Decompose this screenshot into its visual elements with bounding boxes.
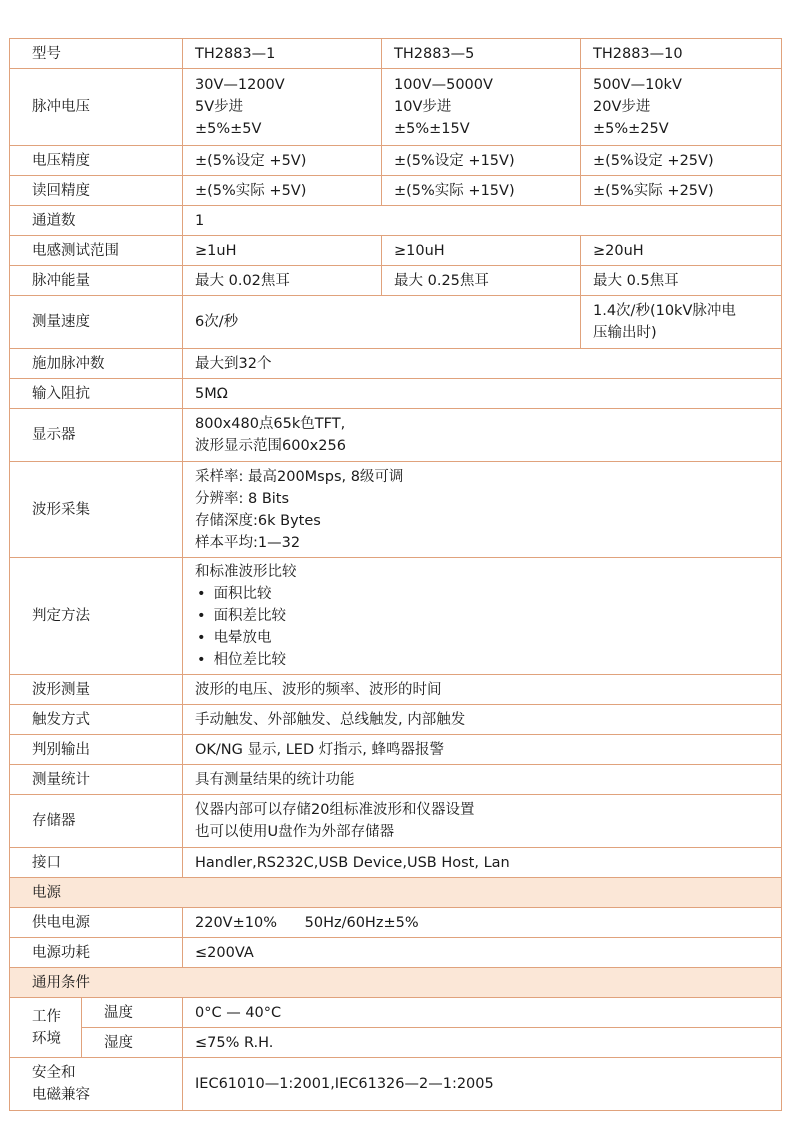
environment-label-line: 工作 [32,1008,61,1025]
row-label-statistics: 测量统计 [10,765,183,795]
pulse-voltage-step: 20V步进 [593,99,651,115]
section-power [10,878,782,908]
storage-value [183,795,782,848]
section-title-power: 电源 [10,878,782,908]
spec-table-container [9,38,781,1111]
pulse-voltage-tolerance: ±5%±25V [593,121,669,137]
row-label-acquisition: 波形采集 [10,462,183,558]
inductance-range-model-1: ≥1uH [183,236,382,266]
safety-label-line: 电磁兼容 [32,1087,90,1103]
row-label-input-impedance: 输入阻抗 [10,379,183,409]
row-safety [10,1058,782,1111]
row-input-impedance [10,379,782,409]
section-title-general: 通用条件 [10,968,782,998]
row-waveform-measure [10,675,782,705]
row-power-consumption [10,938,782,968]
row-label-inductance-range: 电感测试范围 [10,236,183,266]
pulse-energy-model-5: 最大 0.25焦耳 [382,266,581,296]
row-trigger [10,705,782,735]
row-label-speed: 测量速度 [10,296,183,349]
row-acquisition [10,462,782,558]
row-channels [10,206,782,236]
pulse-energy-model-1: 最大 0.02焦耳 [183,266,382,296]
row-label-judgement: 判定方法 [10,558,183,675]
row-pulse-count [10,349,782,379]
judgement-item: • 面积比较 [195,583,769,605]
row-label-power-supply: 供电电源 [10,908,183,938]
judgement-intro: 和标准波形比较 [195,564,297,580]
pulse-voltage-tolerance: ±5%±5V [195,121,262,137]
judgement-item: • 面积差比较 [195,605,769,627]
readback-accuracy-model-10: ±(5%实际 +25V) [581,176,782,206]
acquisition-line: 样本平均:1—32 [195,534,301,551]
pulse-voltage-range: 100V—5000V [394,77,493,93]
row-inductance-range [10,236,782,266]
acquisition-line: 存储深度:6k Bytes [195,512,321,529]
acquisition-value [183,462,782,558]
judgement-value [183,558,782,675]
row-display [10,409,782,462]
row-speed [10,296,782,349]
storage-line: 仪器内部可以存储20组标准波形和仪器设置 [195,802,475,818]
temperature-value: 0°C — 40°C [183,998,782,1028]
row-label-trigger: 触发方式 [10,705,183,735]
row-label-model: 型号 [10,39,183,69]
voltage-accuracy-model-1: ±(5%设定 +5V) [183,146,382,176]
row-power-supply [10,908,782,938]
row-pulse-voltage [10,69,782,146]
row-humidity [10,1028,782,1058]
row-judgement [10,558,782,675]
power-supply-value: 220V±10% 50Hz/60Hz±5% [183,908,782,938]
section-general [10,968,782,998]
pulse-count-value: 最大到32个 [183,349,782,379]
row-label-interface: 接口 [10,848,183,878]
acquisition-line: 分辨率: 8 Bits [195,490,290,507]
acquisition-line: 采样率: 最高200Msps, 8级可调 [195,468,404,485]
row-label-temperature: 温度 [82,998,183,1028]
display-line: 波形显示范围600x256 [195,438,346,454]
row-label-safety [10,1058,183,1111]
row-label-humidity: 湿度 [82,1028,183,1058]
interface-value: Handler,RS232C,USB Device,USB Host, Lan [183,848,782,878]
humidity-value: ≤75% R.H. [183,1028,782,1058]
row-model [10,39,782,69]
judgement-item: • 电晕放电 [195,627,769,649]
judgement-item: • 相位差比较 [195,649,769,671]
row-label-power-consumption: 电源功耗 [10,938,183,968]
row-label-channels: 通道数 [10,206,183,236]
row-label-pulse-energy: 脉冲能量 [10,266,183,296]
row-temperature [10,998,782,1028]
row-label-pulse-voltage: 脉冲电压 [10,69,183,146]
row-label-readback-accuracy: 读回精度 [10,176,183,206]
row-label-waveform-measure: 波形测量 [10,675,183,705]
input-impedance-value: 5MΩ [183,379,782,409]
waveform-measure-value: 波形的电压、波形的频率、波形的时间 [183,675,782,705]
row-judge-output [10,735,782,765]
model-5: TH2883—5 [382,39,581,69]
row-pulse-energy [10,266,782,296]
model-10: TH2883—10 [581,39,782,69]
pulse-energy-model-10: 最大 0.5焦耳 [581,266,782,296]
safety-label-line: 安全和 [32,1065,76,1081]
row-storage [10,795,782,848]
pulse-voltage-model-5 [382,69,581,146]
pulse-voltage-range: 30V—1200V [195,77,285,93]
inductance-range-model-10: ≥20uH [581,236,782,266]
statistics-value: 具有测量结果的统计功能 [183,765,782,795]
spec-table [9,38,782,1111]
speed-10kv-line: 1.4次/秒(10kV脉冲电 [593,303,736,319]
voltage-accuracy-model-10: ±(5%设定 +25V) [581,146,782,176]
readback-accuracy-model-1: ±(5%实际 +5V) [183,176,382,206]
judge-output-value: OK/NG 显示, LED 灯指示, 蜂鸣器报警 [183,735,782,765]
pulse-voltage-model-10 [581,69,782,146]
pulse-voltage-model-1 [183,69,382,146]
row-label-storage: 存储器 [10,795,183,848]
row-readback-accuracy [10,176,782,206]
voltage-accuracy-model-5: ±(5%设定 +15V) [382,146,581,176]
pulse-voltage-step: 5V步进 [195,99,244,115]
display-value [183,409,782,462]
display-line: 800x480点65k色TFT, [195,416,346,432]
speed-value-10kv [581,296,782,349]
row-voltage-accuracy [10,146,782,176]
row-statistics [10,765,782,795]
speed-10kv-line: 压输出时) [593,325,657,341]
row-label-display: 显示器 [10,409,183,462]
model-1: TH2883—1 [183,39,382,69]
speed-value: 6次/秒 [183,296,581,349]
row-label-judge-output: 判别输出 [10,735,183,765]
storage-line: 也可以使用U盘作为外部存储器 [195,824,395,840]
pulse-voltage-step: 10V步进 [394,99,452,115]
environment-label-line: 环境 [32,1030,61,1047]
safety-value: IEC61010—1:2001,IEC61326—2—1:2005 [183,1058,782,1111]
pulse-voltage-tolerance: ±5%±15V [394,121,470,137]
trigger-value: 手动触发、外部触发、总线触发, 内部触发 [183,705,782,735]
power-consumption-value: ≤200VA [183,938,782,968]
row-label-pulse-count: 施加脉冲数 [10,349,183,379]
inductance-range-model-5: ≥10uH [382,236,581,266]
channels-value: 1 [183,206,782,236]
row-label-voltage-accuracy: 电压精度 [10,146,183,176]
row-interface [10,848,782,878]
pulse-voltage-range: 500V—10kV [593,77,682,93]
row-label-environment [10,998,82,1058]
readback-accuracy-model-5: ±(5%实际 +15V) [382,176,581,206]
